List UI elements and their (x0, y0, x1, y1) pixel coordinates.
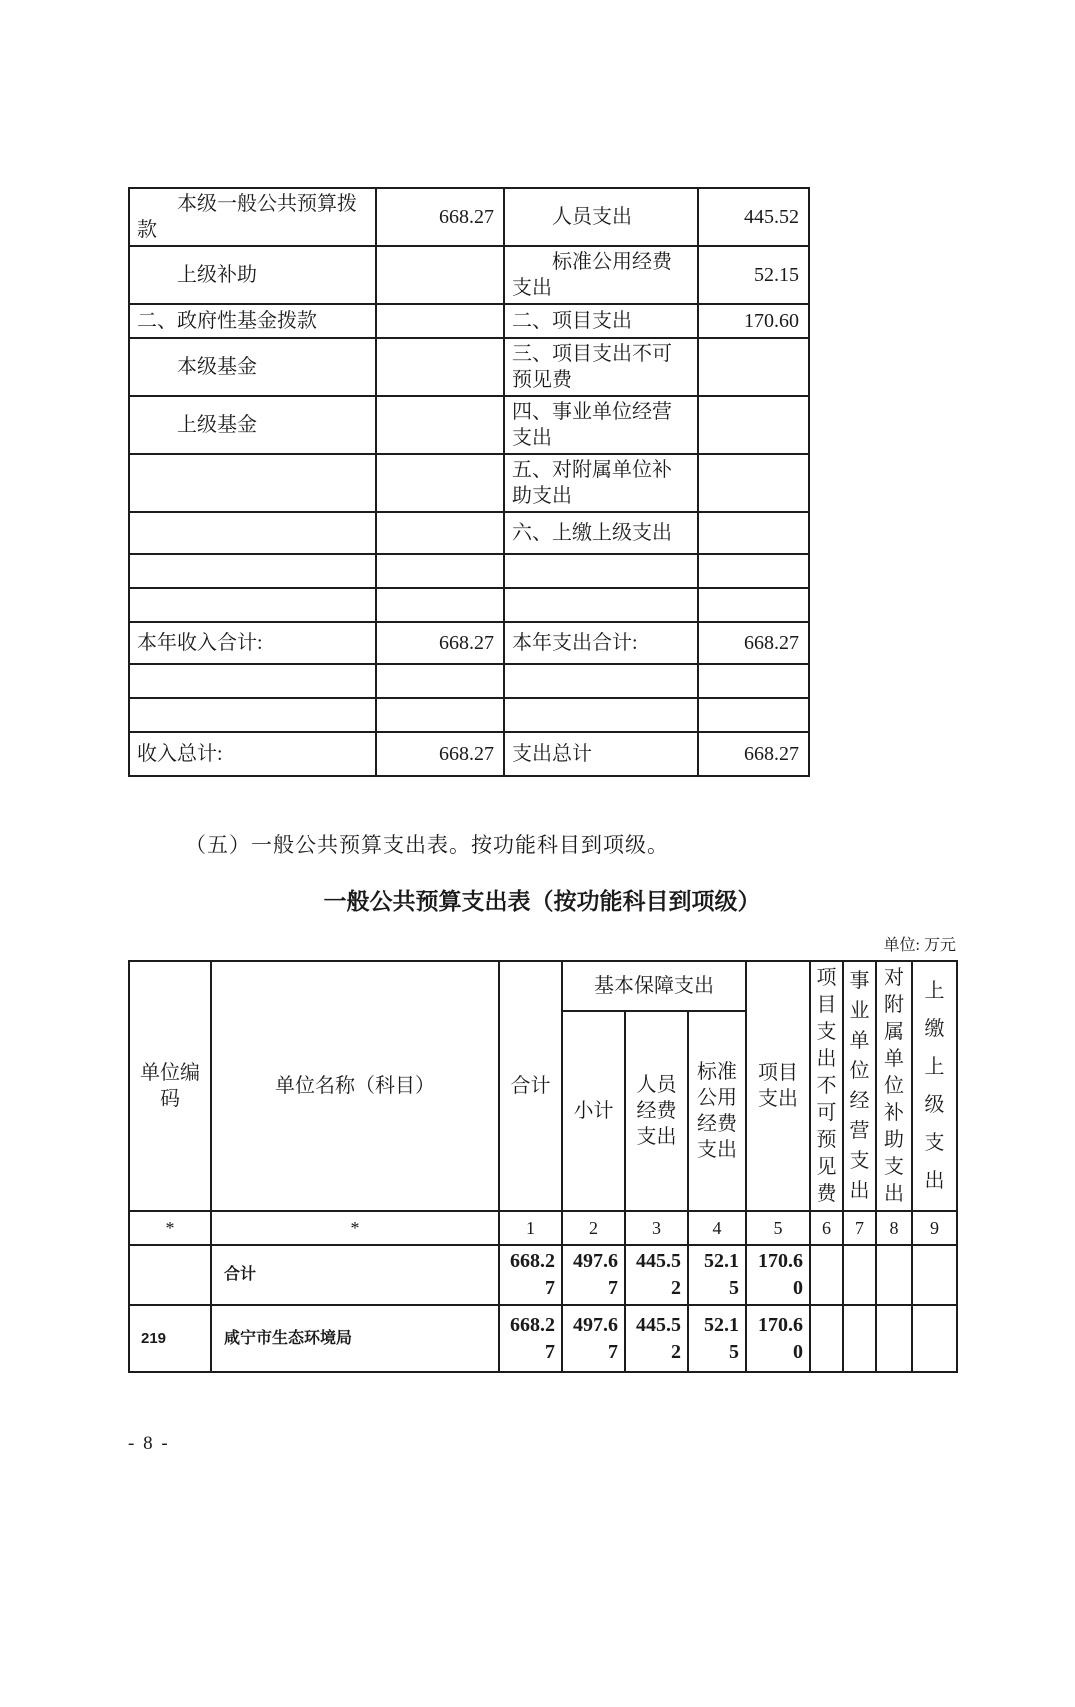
income-amount-cell (376, 512, 504, 554)
income-amount-cell (376, 664, 504, 698)
table-row (129, 1305, 957, 1372)
expense-amount-cell: 52.15 (698, 246, 809, 304)
value-cell: 52.15 (688, 1245, 746, 1305)
unit-name-cell: 合计 (211, 1245, 499, 1305)
value-cell (912, 1245, 957, 1305)
index-cell: 5 (746, 1211, 810, 1245)
table-row (129, 732, 809, 776)
expense-item-cell: 六、上缴上级支出 (504, 512, 698, 554)
index-cell: * (129, 1211, 211, 1245)
value-cell (843, 1305, 876, 1372)
income-expenditure-table (128, 187, 810, 777)
income-item-cell: 本级一般公共预算拨款 (129, 188, 376, 246)
header-project: 项目支出 (746, 961, 810, 1211)
expense-item-cell: 四、事业单位经营支出 (504, 396, 698, 454)
unit-label: 单位: 万元 (883, 937, 956, 954)
income-item-cell (129, 454, 376, 512)
expense-amount-cell (698, 338, 809, 396)
expense-amount-cell (698, 396, 809, 454)
budget-expenditure-table (128, 960, 958, 1373)
document-page (0, 187, 1075, 1707)
income-item-cell (129, 588, 376, 622)
index-cell: 3 (625, 1211, 688, 1245)
value-cell (876, 1245, 912, 1305)
expense-item-cell (504, 554, 698, 588)
table-row (129, 698, 809, 732)
expense-amount-cell: 668.27 (698, 622, 809, 664)
index-cell: * (211, 1211, 499, 1245)
table-row (129, 246, 809, 304)
value-cell: 170.60 (746, 1305, 810, 1372)
expense-item-cell (504, 664, 698, 698)
income-amount-cell (376, 454, 504, 512)
header-unit-name: 单位名称（科目） (211, 961, 499, 1211)
column-index-row (129, 1211, 957, 1245)
expense-amount-cell (698, 698, 809, 732)
expense-amount-cell (698, 664, 809, 698)
expense-item-cell: 标准公用经费支出 (504, 246, 698, 304)
header-unit-code: 单位编码 (129, 961, 211, 1211)
index-cell: 2 (562, 1211, 625, 1245)
income-amount-cell (376, 396, 504, 454)
value-cell (843, 1245, 876, 1305)
income-amount-cell (376, 698, 504, 732)
expense-item-cell: 支出总计 (504, 732, 698, 776)
expense-amount-cell: 170.60 (698, 304, 809, 338)
income-amount-cell (376, 338, 504, 396)
index-cell: 1 (499, 1211, 562, 1245)
table-row (129, 454, 809, 512)
header-total: 合计 (499, 961, 562, 1211)
expense-item-cell: 本年支出合计: (504, 622, 698, 664)
header-enterprise-operation: 事业单位经营支出 (843, 961, 876, 1211)
value-cell: 668.27 (499, 1305, 562, 1372)
index-cell: 8 (876, 1211, 912, 1245)
income-amount-cell (376, 554, 504, 588)
income-amount-cell: 668.27 (376, 622, 504, 664)
table-row (129, 554, 809, 588)
table-row (129, 664, 809, 698)
expense-item-cell: 五、对附属单位补助支出 (504, 454, 698, 512)
income-amount-cell (376, 304, 504, 338)
value-cell: 445.52 (625, 1245, 688, 1305)
table-row (129, 304, 809, 338)
header-project-contingency: 项目支出不可预见费 (810, 961, 843, 1211)
header-personnel: 人员经费支出 (625, 1011, 688, 1211)
table-row (129, 396, 809, 454)
expense-amount-cell: 668.27 (698, 732, 809, 776)
expense-item-cell: 人员支出 (504, 188, 698, 246)
value-cell (810, 1245, 843, 1305)
value-cell (912, 1305, 957, 1372)
income-amount-cell (376, 246, 504, 304)
value-cell: 668.27 (499, 1245, 562, 1305)
expense-item-cell (504, 698, 698, 732)
value-cell: 52.15 (688, 1305, 746, 1372)
table-title: 一般公共预算支出表（按功能科目到项级） (323, 888, 761, 914)
income-amount-cell: 668.27 (376, 188, 504, 246)
page-number: - 8 - (128, 1433, 170, 1454)
expense-amount-cell (698, 588, 809, 622)
value-cell: 497.67 (562, 1245, 625, 1305)
header-basic-support: 基本保障支出 (562, 961, 746, 1011)
income-amount-cell (376, 588, 504, 622)
expense-item-cell: 三、项目支出不可预见费 (504, 338, 698, 396)
table-row (129, 622, 809, 664)
table-row (129, 1245, 957, 1305)
income-item-cell (129, 698, 376, 732)
income-item-cell: 上级基金 (129, 396, 376, 454)
header-row (129, 961, 957, 1011)
section-heading: （五）一般公共预算支出表。按功能科目到项级。 (185, 833, 669, 857)
index-cell: 7 (843, 1211, 876, 1245)
income-item-cell: 上级补助 (129, 246, 376, 304)
table-row (129, 188, 809, 246)
income-item-cell: 本级基金 (129, 338, 376, 396)
index-cell: 6 (810, 1211, 843, 1245)
index-cell: 9 (912, 1211, 957, 1245)
expense-item-cell: 二、项目支出 (504, 304, 698, 338)
page-content (128, 187, 956, 1455)
income-item-cell: 二、政府性基金拨款 (129, 304, 376, 338)
value-cell: 445.52 (625, 1305, 688, 1372)
index-cell: 4 (688, 1211, 746, 1245)
expense-item-cell (504, 588, 698, 622)
income-item-cell: 收入总计: (129, 732, 376, 776)
value-cell: 170.60 (746, 1245, 810, 1305)
header-upper-remittance: 上缴上级支出 (912, 961, 957, 1211)
table-row (129, 512, 809, 554)
expense-amount-cell (698, 554, 809, 588)
income-item-cell (129, 664, 376, 698)
unit-code-cell: 219 (129, 1305, 211, 1372)
table-row (129, 338, 809, 396)
header-standard-public: 标准公用经费支出 (688, 1011, 746, 1211)
income-amount-cell: 668.27 (376, 732, 504, 776)
header-subtotal: 小计 (562, 1011, 625, 1211)
expense-amount-cell: 445.52 (698, 188, 809, 246)
value-cell (876, 1305, 912, 1372)
income-item-cell (129, 512, 376, 554)
income-item-cell (129, 554, 376, 588)
income-item-cell: 本年收入合计: (129, 622, 376, 664)
expense-amount-cell (698, 512, 809, 554)
unit-code-cell (129, 1245, 211, 1305)
table-row (129, 588, 809, 622)
header-subsidiary-subsidy: 对附属单位补助支出 (876, 961, 912, 1211)
expense-amount-cell (698, 454, 809, 512)
unit-name-cell: 咸宁市生态环境局 (211, 1305, 499, 1372)
value-cell (810, 1305, 843, 1372)
value-cell: 497.67 (562, 1305, 625, 1372)
